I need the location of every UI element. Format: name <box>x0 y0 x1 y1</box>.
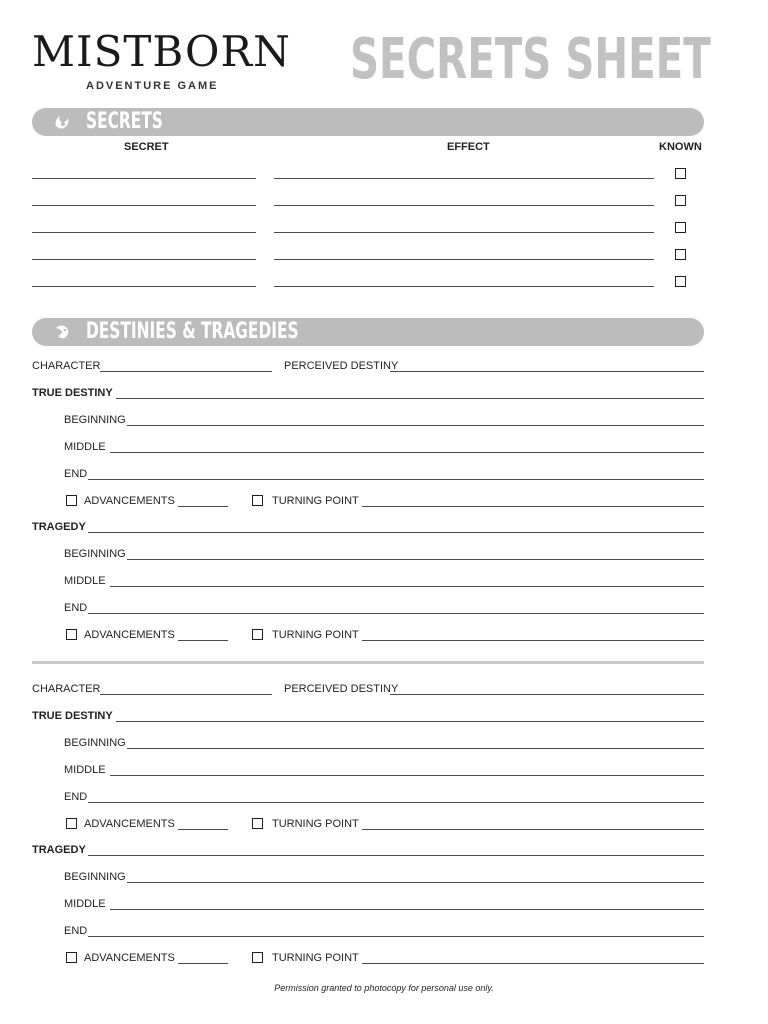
middle-line[interactable] <box>110 775 704 776</box>
dragon-emblem-icon <box>52 322 72 342</box>
beginning-line[interactable] <box>127 748 704 749</box>
secret-entry-line[interactable] <box>32 232 256 233</box>
secrets-section-header <box>32 108 704 136</box>
mist-emblem-icon <box>52 112 72 132</box>
tragedy-label-line[interactable] <box>88 855 704 856</box>
end-line[interactable] <box>88 613 704 614</box>
end-label: END <box>64 468 88 480</box>
true-destiny-label: TRUE DESTINY <box>32 387 113 399</box>
column-header-known: KNOWN <box>659 141 702 153</box>
advancements-label: ADVANCEMENTS <box>84 952 175 964</box>
destinies-section-header <box>32 318 704 346</box>
end-label: END <box>64 925 88 937</box>
turning-point-label: TURNING POINT <box>272 952 359 964</box>
column-header-secret: SECRET <box>124 141 169 153</box>
beginning-label: BEGINNING <box>64 737 126 749</box>
character-label: CHARACTER <box>32 360 101 372</box>
destinies-heading: DESTINIES & TRAGEDIES <box>86 319 299 344</box>
advancements-label: ADVANCEMENTS <box>84 818 175 830</box>
turning-point-checkbox[interactable] <box>252 818 263 829</box>
turning-point-label: TURNING POINT <box>272 629 359 641</box>
beginning-line[interactable] <box>127 425 704 426</box>
logo-subtitle: ADVENTURE GAME <box>86 80 219 92</box>
perceived-destiny-label: PERCEIVED DESTINY <box>284 360 399 372</box>
middle-line[interactable] <box>110 909 704 910</box>
advancements-line[interactable] <box>178 963 228 964</box>
known-checkbox[interactable] <box>675 276 686 287</box>
middle-label: MIDDLE <box>64 764 106 776</box>
advancements-label: ADVANCEMENTS <box>84 629 175 641</box>
secret-entry-line[interactable] <box>32 259 256 260</box>
turning-point-line[interactable] <box>362 829 704 830</box>
beginning-line[interactable] <box>127 559 704 560</box>
perceived-destiny-line[interactable] <box>390 694 704 695</box>
character-line[interactable] <box>100 694 272 695</box>
advancements-checkbox[interactable] <box>66 495 77 506</box>
beginning-line[interactable] <box>127 882 704 883</box>
beginning-label: BEGINNING <box>64 414 126 426</box>
secret-entry-line[interactable] <box>32 286 256 287</box>
end-label: END <box>64 791 88 803</box>
middle-line[interactable] <box>110 452 704 453</box>
end-label: END <box>64 602 88 614</box>
secrets-heading: SECRETS <box>86 109 163 134</box>
turning-point-checkbox[interactable] <box>252 629 263 640</box>
advancements-line[interactable] <box>178 640 228 641</box>
turning-point-line[interactable] <box>362 640 704 641</box>
column-header-effect: EFFECT <box>447 141 490 153</box>
tragedy-label: TRAGEDY <box>32 844 86 856</box>
tragedy-label-line[interactable] <box>88 532 704 533</box>
end-line[interactable] <box>88 479 704 480</box>
true-destiny-label: TRUE DESTINY <box>32 710 113 722</box>
advancements-checkbox[interactable] <box>66 952 77 963</box>
turning-point-label: TURNING POINT <box>272 818 359 830</box>
turning-point-line[interactable] <box>362 963 704 964</box>
turning-point-checkbox[interactable] <box>252 952 263 963</box>
perceived-destiny-line[interactable] <box>390 371 704 372</box>
mistborn-logo <box>32 27 291 94</box>
known-checkbox[interactable] <box>675 195 686 206</box>
logo-wordmark: MISTBORN <box>32 27 291 76</box>
block-divider <box>32 661 704 664</box>
turning-point-checkbox[interactable] <box>252 495 263 506</box>
advancements-checkbox[interactable] <box>66 818 77 829</box>
effect-entry-line[interactable] <box>274 205 654 206</box>
sheet-title: SECRETS SHEET <box>350 27 711 92</box>
known-checkbox[interactable] <box>675 222 686 233</box>
character-label: CHARACTER <box>32 683 101 695</box>
turning-point-line[interactable] <box>362 506 704 507</box>
advancements-checkbox[interactable] <box>66 629 77 640</box>
perceived-destiny-label: PERCEIVED DESTINY <box>284 683 399 695</box>
tragedy-label: TRAGEDY <box>32 521 86 533</box>
beginning-label: BEGINNING <box>64 871 126 883</box>
effect-entry-line[interactable] <box>274 286 654 287</box>
middle-label: MIDDLE <box>64 441 106 453</box>
advancements-line[interactable] <box>178 506 228 507</box>
middle-label: MIDDLE <box>64 898 106 910</box>
true-destiny-label-line[interactable] <box>116 398 704 399</box>
middle-line[interactable] <box>110 586 704 587</box>
secret-entry-line[interactable] <box>32 205 256 206</box>
turning-point-label: TURNING POINT <box>272 495 359 507</box>
footer-note: Permission granted to photocopy for personal use only. <box>274 983 494 993</box>
end-line[interactable] <box>88 936 704 937</box>
character-line[interactable] <box>100 371 272 372</box>
advancements-label: ADVANCEMENTS <box>84 495 175 507</box>
known-checkbox[interactable] <box>675 249 686 260</box>
middle-label: MIDDLE <box>64 575 106 587</box>
advancements-line[interactable] <box>178 829 228 830</box>
true-destiny-label-line[interactable] <box>116 721 704 722</box>
known-checkbox[interactable] <box>675 168 686 179</box>
beginning-label: BEGINNING <box>64 548 126 560</box>
effect-entry-line[interactable] <box>274 259 654 260</box>
effect-entry-line[interactable] <box>274 232 654 233</box>
secret-entry-line[interactable] <box>32 178 256 179</box>
end-line[interactable] <box>88 802 704 803</box>
effect-entry-line[interactable] <box>274 178 654 179</box>
